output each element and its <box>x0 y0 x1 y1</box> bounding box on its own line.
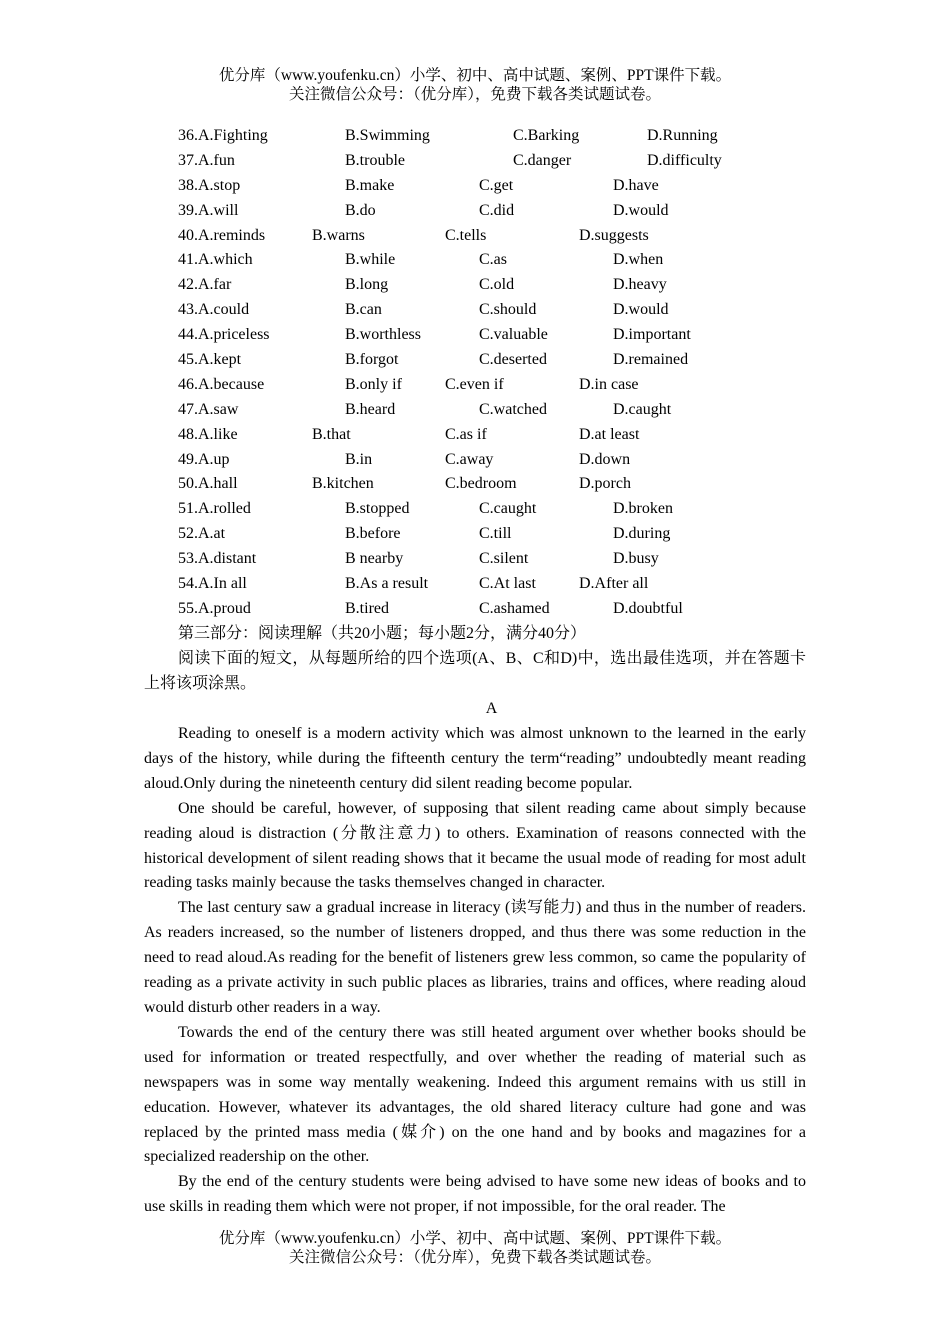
option-c: C.as if <box>445 425 487 443</box>
footer-line-1: 优分库（www.youfenku.cn）小学、初中、高中试题、案例、PPT课件下载。 <box>218 1230 732 1247</box>
option-row-51 <box>178 497 818 522</box>
option-a: 47.A.saw <box>178 400 239 418</box>
option-a: 45.A.kept <box>178 351 242 369</box>
option-a: 51.A.rolled <box>178 500 251 518</box>
option-c: C.as <box>479 251 507 269</box>
option-c: C.deserted <box>479 351 547 369</box>
reading-passage <box>144 722 806 1220</box>
option-a: 41.A.which <box>178 251 253 269</box>
option-c: C.Barking <box>513 127 580 144</box>
option-b: B.long <box>345 276 389 294</box>
option-c: C.away <box>445 450 494 468</box>
option-a: 53.A.distant <box>178 550 257 568</box>
option-b: B.worthless <box>345 326 421 344</box>
option-c: C.tells <box>445 226 487 244</box>
option-d: D.broken <box>613 500 673 518</box>
option-row-38 <box>178 174 818 199</box>
option-d: D.important <box>613 326 691 344</box>
option-c: C.ashamed <box>479 599 550 617</box>
option-d: D.down <box>579 450 631 468</box>
option-d: D.suggests <box>579 226 649 244</box>
section-title: 第三部分：阅读理解（共20小题；每小题2分，满分40分） <box>178 625 587 642</box>
option-a: 39.A.will <box>178 201 239 219</box>
option-b: B.that <box>312 425 351 443</box>
option-c: C.should <box>479 301 537 319</box>
option-a: 48.A.like <box>178 425 238 443</box>
option-row-36 <box>178 124 818 149</box>
option-d: D.porch <box>579 475 631 493</box>
option-d: D.difficulty <box>647 151 722 169</box>
option-a: 49.A.up <box>178 450 230 468</box>
option-c: C.till <box>479 525 512 543</box>
option-row-55 <box>178 597 818 622</box>
footer-line-2: 关注微信公众号：（优分库），免费下载各类试题试卷。 <box>288 1249 661 1266</box>
option-c: C.watched <box>479 400 547 418</box>
option-d: D.would <box>613 201 669 219</box>
passage-paragraph-5: By the end of the century students were being advised to have some new ideas of books and to use skills in reading them which were not proper, if not impossible, for the oral reader. The <box>144 1173 806 1216</box>
header-line-1: 优分库（www.youfenku.cn）小学、初中、高中试题、案例、PPT课件下载。 <box>218 67 732 84</box>
option-row-46 <box>178 373 818 398</box>
option-row-37 <box>178 149 818 174</box>
option-row-48 <box>178 423 818 448</box>
option-b: B.in <box>345 450 373 468</box>
option-d: D.remained <box>613 351 689 369</box>
option-d: D.in case <box>579 375 639 393</box>
option-d: D.After all <box>579 575 649 593</box>
option-d: D.caught <box>613 400 672 418</box>
option-row-49 <box>178 448 818 473</box>
cloze-options <box>178 124 818 622</box>
option-b: B.warns <box>312 226 365 244</box>
passage-paragraph-1: Reading to oneself is a modern activity which was almost unknown to the learned in the early days of the history, while during the fifteenth century the term“reading” undoubtedly meant reading aloud.Only during the nineteenth century did silent reading become popular. <box>144 725 806 792</box>
option-d: D.would <box>613 301 669 319</box>
option-row-50 <box>178 472 818 497</box>
option-d: D.doubtful <box>613 599 683 617</box>
option-row-43 <box>178 298 818 323</box>
option-row-41 <box>178 248 818 273</box>
option-b: B.only if <box>345 375 402 393</box>
option-row-54 <box>178 572 818 597</box>
option-d: D.during <box>613 525 671 543</box>
page-footer <box>0 1229 950 1267</box>
option-a: 54.A.In all <box>178 575 247 593</box>
option-b: B.do <box>345 201 376 219</box>
option-b: B.As a result <box>345 575 429 593</box>
option-row-44 <box>178 323 818 348</box>
option-c: C.bedroom <box>445 475 517 493</box>
header-line-2: 关注微信公众号：（优分库），免费下载各类试题试卷。 <box>288 86 661 103</box>
option-b: B.before <box>345 525 401 543</box>
option-a: 42.A.far <box>178 276 232 294</box>
option-c: C.get <box>479 176 514 194</box>
option-a: 43.A.could <box>178 301 250 319</box>
option-b: B.tired <box>345 599 389 617</box>
option-row-45 <box>178 348 818 373</box>
option-d: D.busy <box>613 550 659 568</box>
option-row-53 <box>178 547 818 572</box>
option-d: D.at least <box>579 425 640 443</box>
option-a: 50.A.hall <box>178 475 238 493</box>
option-d: D.have <box>613 176 659 194</box>
page-header <box>0 66 950 104</box>
option-b: B.can <box>345 301 382 319</box>
passage-title: A <box>485 700 498 717</box>
option-c: C.caught <box>479 500 537 518</box>
option-c: C.At last <box>479 575 536 593</box>
option-c: C.silent <box>479 550 529 568</box>
option-d: D.Running <box>647 127 718 144</box>
option-a: 37.A.fun <box>178 151 235 169</box>
option-row-40 <box>178 224 818 249</box>
option-c: C.old <box>479 276 515 294</box>
option-row-52 <box>178 522 818 547</box>
option-b: B.kitchen <box>312 475 374 493</box>
option-row-39 <box>178 199 818 224</box>
option-d: D.heavy <box>613 276 667 294</box>
section-instructions: 阅读下面的短文，从每题所给的四个选项(A、B、C和D)中，选出最佳选项，并在答题卡上将该项涂黑。 <box>144 650 806 692</box>
option-b: B.make <box>345 176 395 194</box>
option-b: B.heard <box>345 400 396 418</box>
option-b: B.trouble <box>345 151 405 169</box>
passage-paragraph-2: One should be careful, however, of supposing that silent reading came about simply because reading aloud is distraction (分散注意力) to others. Examination of reasons connected with the historical development of silent reading shows that it became the usual mode of reading for most adult reading tasks mainly because the tasks themselves changed in character. <box>144 799 806 892</box>
passage-paragraph-3: The last century saw a gradual increase in literacy (读写能力) and thus in the number of readers. As readers increased, so the number of listeners dropped, and thus there was some reduction in the need to read aloud.As reading for the benefit of listeners grew less common, so came the popularity of reading as a private activity in such public places as libraries, trains and offices, where reading aloud would disturb other readers in a way. <box>144 899 806 1016</box>
option-a: 52.A.at <box>178 525 226 543</box>
option-a: 44.A.priceless <box>178 326 270 344</box>
option-a: 46.A.because <box>178 375 265 393</box>
passage-paragraph-4: Towards the end of the century there was still heated argument over whether books should be used for information or treated respectfully, and over whether the reading of material such as newspapers was in some way mentally weakening. Indeed this argument remains with us still in education. However, whatever its advantages, the old shared literacy culture had gone and was replaced by the printed mass media (媒介) on the one hand and by books and magazines for a specialized readership on the other. <box>144 1023 806 1166</box>
option-c: C.valuable <box>479 326 548 344</box>
option-c: C.even if <box>445 375 504 393</box>
option-c: C.danger <box>513 151 572 169</box>
option-a: 38.A.stop <box>178 176 241 194</box>
option-d: D.when <box>613 251 664 269</box>
option-b: B.while <box>345 251 396 269</box>
option-row-42 <box>178 273 818 298</box>
option-b: B nearby <box>345 550 404 568</box>
option-b: B.stopped <box>345 500 410 518</box>
option-a: 36.A.Fighting <box>178 127 268 144</box>
option-b: B.Swimming <box>345 127 430 144</box>
option-b: B.forgot <box>345 351 399 369</box>
option-a: 40.A.reminds <box>178 226 266 244</box>
option-a: 55.A.proud <box>178 599 251 617</box>
option-row-47 <box>178 398 818 423</box>
option-c: C.did <box>479 201 515 219</box>
